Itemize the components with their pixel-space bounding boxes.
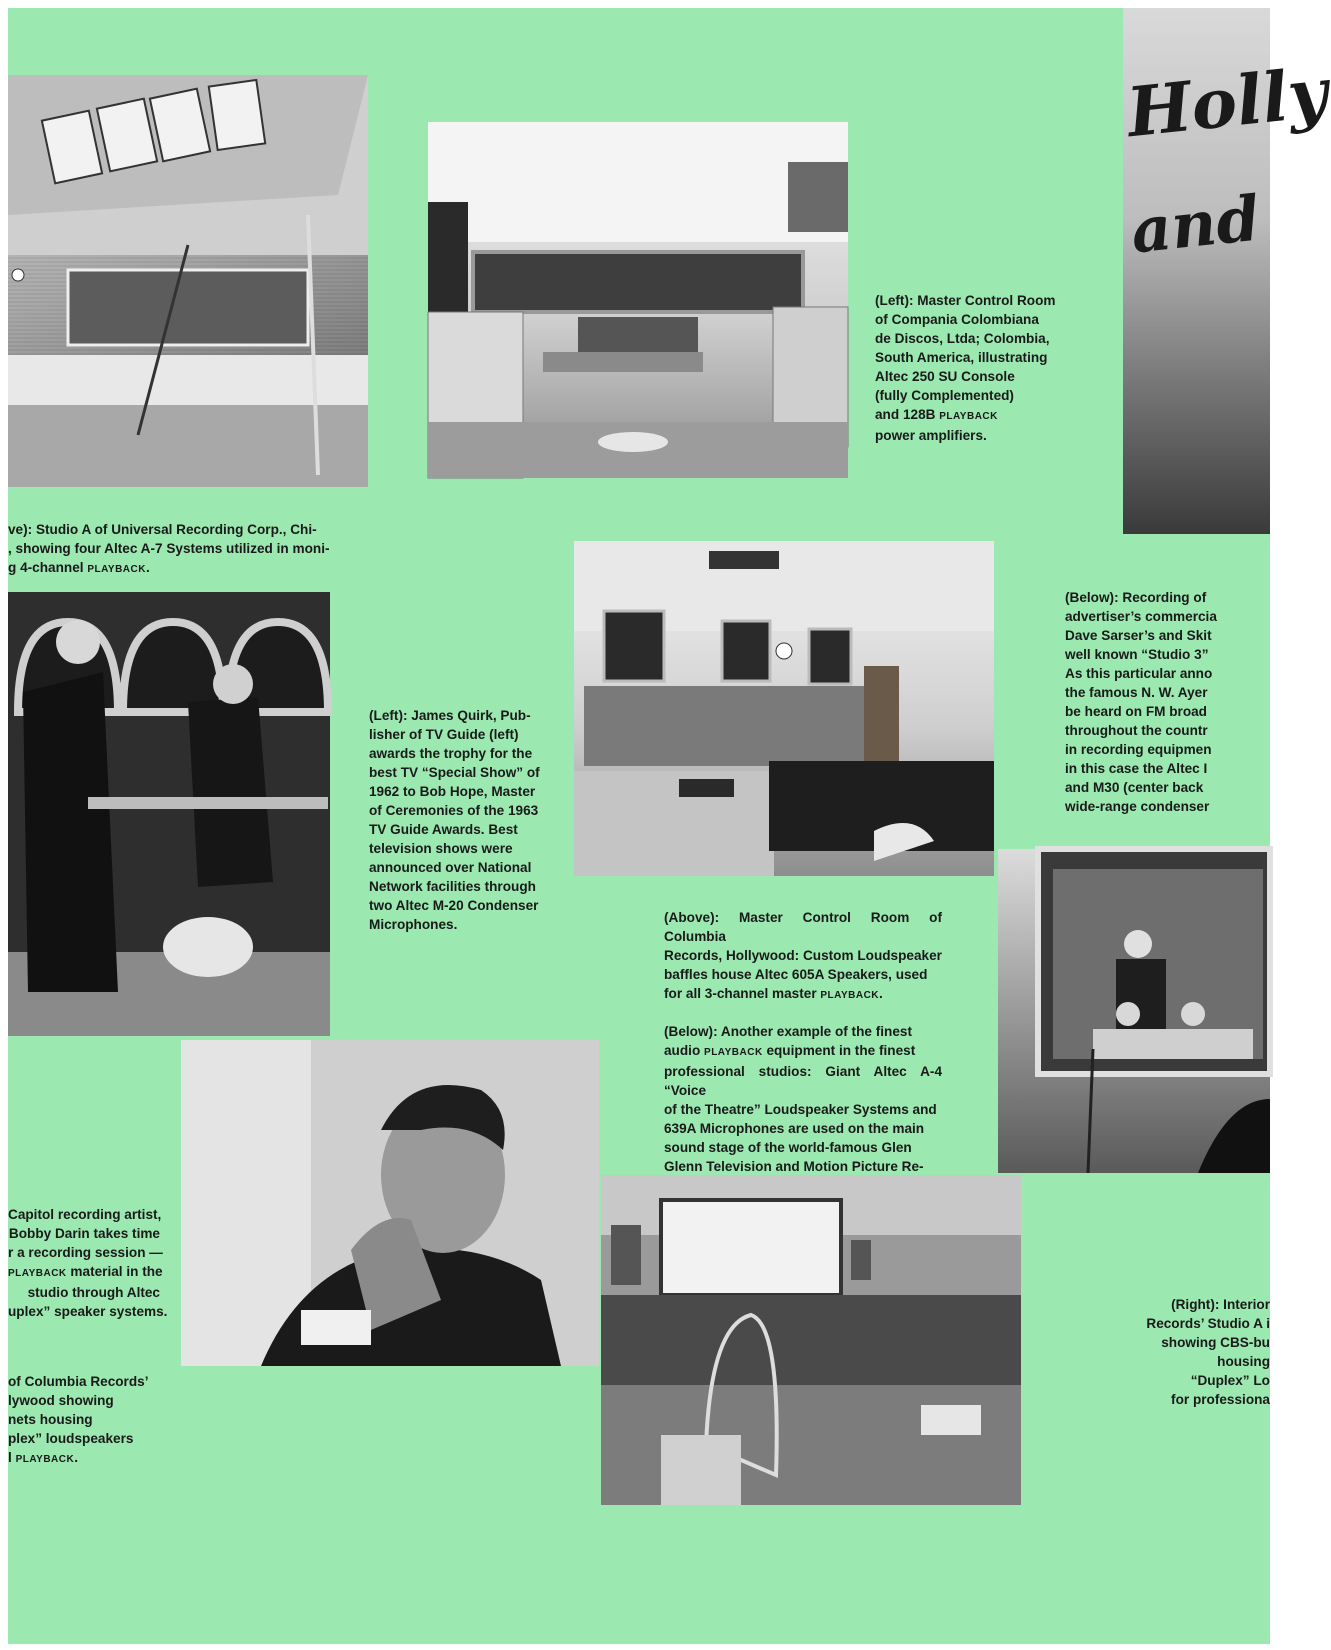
playback-smallcaps: PLAYBACK: [15, 1454, 75, 1465]
playback-smallcaps: PLAYBACK: [704, 1047, 763, 1058]
caption-interior-studio-a: [1066, 1295, 1270, 1409]
studio-a-illustration: [8, 75, 368, 487]
caption-text: and 128B: [875, 407, 940, 422]
caption-line: wide-range condenser: [1065, 799, 1210, 814]
caption-line: well known “Studio 3”: [1065, 647, 1209, 662]
caption-line: awards the trophy for the: [369, 746, 533, 761]
caption-line: Dave Sarser’s and Skit: [1065, 628, 1212, 643]
caption-text: .: [879, 986, 883, 1001]
caption-line: South America, illustrating: [875, 350, 1048, 365]
caption-line: two Altec M-20 Condenser: [369, 898, 539, 913]
caption-line: (Left): James Quirk, Pub-: [369, 708, 531, 723]
caption-line: (Left): Master Control Room: [875, 293, 1056, 308]
caption-line: ve): Studio A of Universal Recording Corp., Chi-: [8, 522, 317, 537]
caption-line: [664, 1041, 942, 1062]
caption-line: (Right): Interior: [1171, 1297, 1270, 1312]
caption-text: .: [145, 560, 150, 575]
awards-illustration: [8, 592, 330, 1036]
photo-studio-3-recording: [998, 849, 1270, 1173]
caption-line: Bobby Darin takes time: [8, 1226, 160, 1241]
caption-line: [8, 558, 343, 579]
playback-smallcaps: PLAYBACK: [87, 564, 146, 575]
caption-line: (fully Complemented): [875, 388, 1014, 403]
caption-line: power amplifiers.: [875, 428, 987, 443]
caption-line: housing: [1217, 1354, 1270, 1369]
caption-line: As this particular anno: [1065, 666, 1213, 681]
caption-line: the famous N. W. Ayer: [1065, 685, 1208, 700]
caption-line: and M30 (center back: [1065, 780, 1204, 795]
caption-text: .: [74, 1450, 78, 1465]
caption-text: material in the: [66, 1264, 163, 1279]
caption-line: de Discos, Ltda; Colombia,: [875, 331, 1050, 346]
caption-line: [664, 984, 942, 1005]
photo-colombia-control-room: [428, 122, 848, 478]
playback-smallcaps: PLAYBACK: [820, 990, 880, 1001]
caption-studio-a: [8, 520, 343, 579]
caption-columbia-cabinets: [8, 1372, 168, 1469]
caption-line: Network facilities through: [369, 879, 536, 894]
caption-line: be heard on FM broad: [1065, 704, 1207, 719]
caption-text: equipment in the finest: [762, 1043, 916, 1058]
caption-line: baffles house Altec 605A Speakers, used: [664, 967, 928, 982]
playback-smallcaps: PLAYBACK: [939, 411, 998, 422]
caption-colombia: [875, 291, 1095, 445]
caption-line: of Compania Colombiana: [875, 312, 1039, 327]
caption-line: of Ceremonies of the 1963: [369, 803, 539, 818]
caption-line: Glenn Television and Motion Picture Re-: [664, 1159, 924, 1174]
caption-line: Capitol recording artist,: [8, 1207, 162, 1222]
caption-line: best TV “Special Show” of: [369, 765, 540, 780]
caption-ayer-recording: [1065, 588, 1270, 816]
caption-line: [8, 1262, 163, 1283]
caption-line: uplex” speaker systems.: [8, 1304, 168, 1319]
caption-text: audio: [664, 1043, 705, 1058]
caption-line: advertiser’s commercia: [1065, 609, 1217, 624]
caption-line: 639A Microphones are used on the main: [664, 1121, 925, 1136]
hollywood-sign-lettering-2: and: [1127, 181, 1264, 268]
caption-line: of the Theatre” Loudspeaker Systems and: [664, 1102, 937, 1117]
photo-glen-glenn-sound-stage: [601, 1175, 1021, 1505]
sound-stage-illustration: [601, 1175, 1021, 1505]
caption-line: Records, Hollywood: Custom Loudspeaker: [664, 948, 942, 963]
hollywood-sign-lettering: Holly: [1123, 52, 1331, 154]
photo-columbia-control-room: [574, 541, 994, 876]
caption-line: of Columbia Records’: [8, 1374, 149, 1389]
playback-smallcaps: PLAYBACK: [8, 1268, 67, 1279]
caption-tv-guide: [369, 706, 541, 934]
photo-tv-guide-awards: [8, 592, 330, 1036]
caption-line: for professiona: [1171, 1392, 1270, 1407]
caption-line: “Duplex” Lo: [1190, 1373, 1270, 1388]
caption-line: throughout the countr: [1065, 723, 1208, 738]
caption-text: g 4-channel: [8, 560, 88, 575]
caption-columbia-control: [664, 908, 942, 1195]
caption-line: announced over National: [369, 860, 532, 875]
brochure-page: [8, 8, 1331, 1644]
caption-line: sound stage of the world-famous Glen: [664, 1140, 912, 1155]
caption-line: professional studios: Giant Altec A-4 “Voice: [664, 1064, 942, 1098]
caption-line: in recording equipmen: [1065, 742, 1212, 757]
caption-bobby-darin: [8, 1205, 168, 1321]
caption-line: , showing four Altec A-7 Systems utilized in moni-: [8, 541, 330, 556]
columbia-room-illustration: [574, 541, 994, 876]
caption-line: in this case the Altec I: [1065, 761, 1208, 776]
caption-text: l: [8, 1450, 16, 1465]
caption-line: Records’ Studio A i: [1146, 1316, 1270, 1331]
photo-bobby-darin: [181, 1040, 599, 1366]
caption-line: (Below): Recording of: [1065, 590, 1207, 605]
caption-line: nets housing: [8, 1412, 93, 1427]
portrait-illustration: [181, 1040, 599, 1366]
caption-line: lisher of TV Guide (left): [369, 727, 519, 742]
caption-line: television shows were: [369, 841, 513, 856]
caption-line: showing CBS-bu: [1161, 1335, 1270, 1350]
caption-line: Microphones.: [369, 917, 458, 932]
caption-line: TV Guide Awards. Best: [369, 822, 518, 837]
studio-3-illustration: [998, 849, 1270, 1173]
caption-line: [8, 1448, 168, 1469]
caption-line: studio through Altec: [27, 1285, 160, 1300]
caption-line: [875, 405, 1095, 426]
caption-line: 1962 to Bob Hope, Master: [369, 784, 536, 799]
caption-text: for all 3-channel master: [664, 986, 821, 1001]
caption-line: r a recording session —: [8, 1245, 163, 1260]
caption-line: lywood showing: [8, 1393, 114, 1408]
photo-universal-studio-a: [8, 75, 368, 487]
caption-line: plex” loudspeakers: [8, 1431, 134, 1446]
caption-line: Altec 250 SU Console: [875, 369, 1015, 384]
caption-line: (Above): Master Control Room of Columbia: [664, 910, 942, 944]
caption-line: (Below): Another example of the finest: [664, 1024, 912, 1039]
control-room-illustration: [428, 122, 848, 478]
photo-hollywood-sign: [1123, 8, 1331, 534]
